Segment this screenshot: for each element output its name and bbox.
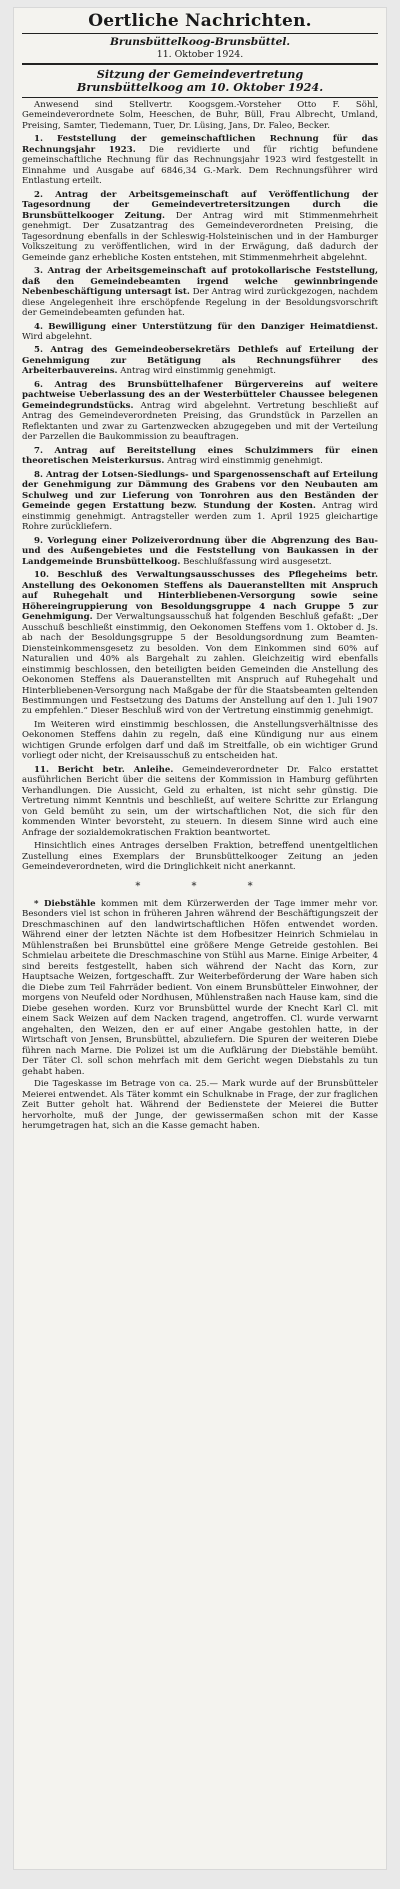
agenda-item xyxy=(22,570,378,717)
item-title: Antrag auf Bereitstellung eines Schulzimmers für einen theoretischen Meisterkursus. xyxy=(22,445,379,467)
section-title: Oertliche Nachrichten. xyxy=(88,11,312,31)
item-number: 3. xyxy=(34,266,43,277)
article-intro: Anwesend sind Stellvertr. Koogsgem.-Vorsteher Otto F. Söhl, Gemeindeverordnete Solm, Heeschen, de Buhr, Büll, Frau Albrecht, Umland, Preising, Samter, Tiedemann, Tuer, Dr. Lüsing, Jans, Dr. Faleo, Becker. xyxy=(22,99,378,131)
agenda-item xyxy=(22,720,378,762)
article-headline xyxy=(22,68,378,94)
item-text: Hinsichtlich eines Antrages derselben Fraktion, betreffend unentgeltlichen Zustellung eines Exemplars der Brunsbüttelkooger Zeitung an jeden Gemeindeverordneten, wird die Dringlichkeit nicht anerkannt. xyxy=(22,841,378,873)
item-text: Antrag wird abgelehnt. Vertretung beschließt auf Antrag des Gemeindeverordneten Preising, das Grundstück in Parzellen an Reflektanten und zwar zu Gartenzwecken abzugegeben und mit der Verteilung der Parzellen die Baukommission zu beauftragen. xyxy=(22,400,379,443)
dateline-location: Brunsbüttelkoog-Brunsbüttel. xyxy=(109,35,291,48)
item-text: Die revidierte und für richtig befundene gemeinschaftliche Rechnung für das Rechnungsjahr 1923 wird festgestellt in Einnahme und Ausgabe auf 6846,34 G.-Mark. Dem Rechnungsführer wird Entlastung erteilt. xyxy=(22,144,378,187)
item-text: Wird abgelehnt. xyxy=(22,332,93,342)
local-news-paragraph-2: Die Tageskasse im Betrage von ca. 25.— Mark wurde auf der Brunsbütteler Meierei entwendet. Als Täter kommt ein Schulknabe in Frage, der zur fraglichen Zeit Butter geholt hat. Während der Bedienstete der Meierei die Butter hervorholte, muß der Junge, der gewissermaßen schon mit der Kasse herumgetragen hat, sich an die Kasse gemacht haben. xyxy=(22,1079,378,1132)
agenda-item xyxy=(22,190,378,263)
agenda-item xyxy=(22,345,378,376)
item-text: Antrag wird einstimmig genehmigt. xyxy=(167,456,323,467)
item-number: 1. xyxy=(34,134,43,145)
item-title: Feststellung der gemeinschaftlichen Rechnung für das Rechnungsjahr 1923. xyxy=(22,134,379,155)
headline-rule-top xyxy=(22,63,378,65)
item-text: Der Antrag wird mit Stimmenmehrheit genehmigt. Der Zusatzantrag des Gemeindeverordneten Preising, die Tagesordnung ebenfalls in der Schleswig-Holsteinischen und in der Hamburger Volkszeitung zu veröffentlichen, wird in der Erwägung, daß dadurch der Gemeinde ganz erhebliche Kosten entstehen, mit Stimmenmehrheit abgelehnt. xyxy=(22,210,378,263)
item-number: 10. xyxy=(34,570,49,581)
item-number: 7. xyxy=(34,445,43,456)
item-text: Beschlußfassung wird ausgesetzt. xyxy=(183,556,332,567)
headline-rule-bottom xyxy=(22,97,378,98)
item-number: 5. xyxy=(34,345,43,356)
agenda-item xyxy=(22,765,378,838)
item-text: Der Antrag wird zurückgezogen, nachdem diese Angelegenheit ihre erschöpfende Regelung in der Besoldungsvorschrift der Gemeindebeamten gefunden hat. xyxy=(22,287,378,319)
agenda-item xyxy=(22,536,378,567)
item-number: 4. xyxy=(34,321,43,332)
agenda-item xyxy=(22,266,378,318)
item-title: Beschluß des Verwaltungsausschusses des Pflegeheims betr. Anstellung des Oekonomen Steffens als Daueranstellten mit Anspruch auf Ruhegehalt und Hinterbliebenen-Versorgung sowie seine Höhereingruppierung von Besoldungsgruppe 4 nach Gruppe 5 zur Genehmigung. xyxy=(22,570,379,623)
item-title: Vorlegung einer Polizeiverordnung über die Abgrenzung des Bau- und des Außengebietes und die Feststellung von Baukassen in der Landgemeinde Brunsbüttelkoog. xyxy=(22,535,379,567)
item-text: Der Verwaltungsausschuß hat folgenden Beschluß gefaßt: „Der Ausschuß beschließt einstimmig, den Oekonomen Steffens vom 1. Oktober d. Js. ab nach der Besoldungsgruppe 5 der Besoldungsordnung zum Beamten-Diensteinkommensgesetz zu besolden. Von dem Einkommen sind 60% auf Naturalien und 40% als Bargehalt zu zahlen. Gleichzeitig wird ebenfalls einstimmig beschlossen, den beteiligten beiden Gemeinden die Anstellung des Oekonomen Steffens als Daueranstellten mit Anspruch auf Ruhegehalt und Hinterbliebenen-Versorgung nach Maßgabe der für die Staatsbeamten geltenden Bestimmungen und Festsetzung des Datums der Anstellung auf den 1. Juli 1907 zu empfehlen.“ Dieser Beschluß wird von der Vertretung einstimmig genehmigt. xyxy=(22,612,379,717)
item-text: Im Weiteren wird einstimmig beschlossen, die Anstellungsverhältnisse des Oekonomen Steffens dahin zu regeln, daß eine Kündigung nur aus einem wichtigen Grunde erfolgen darf und daß im Streitfalle, ob ein wichtiger Grund vorliegt oder nicht, der Kreisausschuß zu entscheiden hat. xyxy=(22,719,378,762)
header-rule xyxy=(22,33,378,34)
agenda-item xyxy=(22,322,378,343)
headline-line-2: Brunsbüttelkoog am 10. Oktober 1924. xyxy=(76,79,324,94)
local-news xyxy=(22,899,378,1132)
item-title: Antrag des Gemeindeobersekretärs Dethlefs auf Erteilung der Genehmigung zur Betätigung als Rechnungsführer des Arbeiterbauvereins. xyxy=(22,345,379,377)
dateline-date: 11. Oktober 1924. xyxy=(156,48,244,60)
item-title: Antrag der Arbeitsgemeinschaft auf Veröffentlichung der Tagesordnung der Gemeindevertretersitzungen durch die Brunsbüttelkooger Zeitung. xyxy=(22,189,379,221)
item-number: 9. xyxy=(34,535,43,546)
agenda-item xyxy=(22,380,378,443)
item-number: 2. xyxy=(34,189,43,200)
local-news-lead: * Diebstähle xyxy=(34,898,96,909)
agenda-item xyxy=(22,470,378,533)
local-news-text-1: kommen mit dem Kürzerwerden der Tage immer mehr vor. Besonders viel ist schon in früheren Jahren während der Beschäftigungszeit der Dreschmaschinen auf den landwirtschaftlichen Höfen entwendet worden. Während einer der letzten Nächte ist dem Hofbesitzer Heinrich Schmielau in Mühlenstraßen bei Brunsbüttel eine größere Menge Getreide gestohlen. Bei Schmielau arbeitete die Dreschmaschine von Stühl aus Marne. Einige Arbeiter, 4 sind bereits festgestellt, haben sich während der Nacht das Korn, zur Hauptsache Weizen, fortgeschafft. Zur Weiterbeförderung der Ware haben sich die Diebe zum Teil Fahrräder bedient. Von einem Brunsbütteler Einwohner, der morgens von Neufeld oder Nordhusen, Mühlenstraßen nach Hause kam, sind die Diebe gesehen worden. Kurz vor Brunsbüttel wurde der Knecht Karl Cl. mit einem Sack Weizen auf dem Nacken tragend, angetroffen. Cl. wurde verwarnt angehalten, den Weizen, den er auf einer Angabe gestohlen hatte, in der Wirtschaft von Jensen, Brunsbüttel, abzuliefern. Die Spuren der weiteren Diebe führen nach Marne. Die Polizei ist um die Aufklärung der Diebstähle bemüht. Der Täter Cl. soll schon mehrfach mit dem Gericht wegen Diebstahls zu tun gehabt haben. xyxy=(22,898,378,1077)
item-number: 11. xyxy=(34,764,49,775)
section-separator: * * * xyxy=(135,880,277,892)
item-title: Antrag des Brunsbüttelhafener Bürgervereins auf weitere pachtweise Ueberlassung des an der Westerbütteler Chaussee belegenen Gemeindegrundstücks. xyxy=(22,379,378,411)
item-title: Bericht betr. Anleihe. xyxy=(57,764,174,775)
item-text: Gemeindeverordneter Dr. Falco erstattet ausführlichen Bericht über die seitens der Kommission in Hamburg geführten Verhandlungen. Die Aussicht, Geld zu erhalten, ist nicht sehr günstig. Die Vertretung nimmt Kenntnis und beschließt, auf weitere Schritte zur Erlangung von Geld bemüht zu sein, um der wirtschaftlichen Not, die sich für den kommenden Winter bevorsteht, zu steuern. In diesem Sinne wird auch eine Anfrage der sozialdemokratischen Fraktion beantwortet. xyxy=(22,764,378,838)
item-number: 6. xyxy=(34,379,43,390)
item-title: Antrag der Arbeitsgemeinschaft auf protokollarische Feststellung, daß den Gemeindebeamten irgend welche gewinnbringende Nebenbeschäftigung untersagt ist. xyxy=(22,266,378,298)
newspaper-page xyxy=(14,8,386,1869)
agenda-item xyxy=(22,841,378,872)
headline-line-1: Sitzung der Gemeindevertretung xyxy=(96,67,304,82)
item-text: Antrag wird einstimmig genehmigt. xyxy=(120,366,276,377)
item-title: Bewilligung einer Unterstützung für den Danziger Heimatdienst. xyxy=(48,321,379,332)
item-number: 8. xyxy=(34,469,43,480)
agenda-item xyxy=(22,446,378,467)
agenda-item xyxy=(22,134,378,186)
page-content xyxy=(14,8,386,1132)
item-title: Antrag der Lotsen-Siedlungs- und Spargenossenschaft auf Erteilung der Genehmigung zur Dämmung des Grabens vor den Neubauten am Schulweg und zur Lieferung von Tonrohren aus den Beständen der Gemeinde gegen Erstattung bezw. Stundung der Kosten. xyxy=(22,469,378,512)
item-text: Antrag wird einstimmig genehmigt. Antragsteller werden zum 1. April 1925 gleichartige Rohre zurückliefern. xyxy=(22,501,378,533)
local-news-paragraph-1 xyxy=(22,899,378,1077)
agenda-items xyxy=(22,134,378,872)
